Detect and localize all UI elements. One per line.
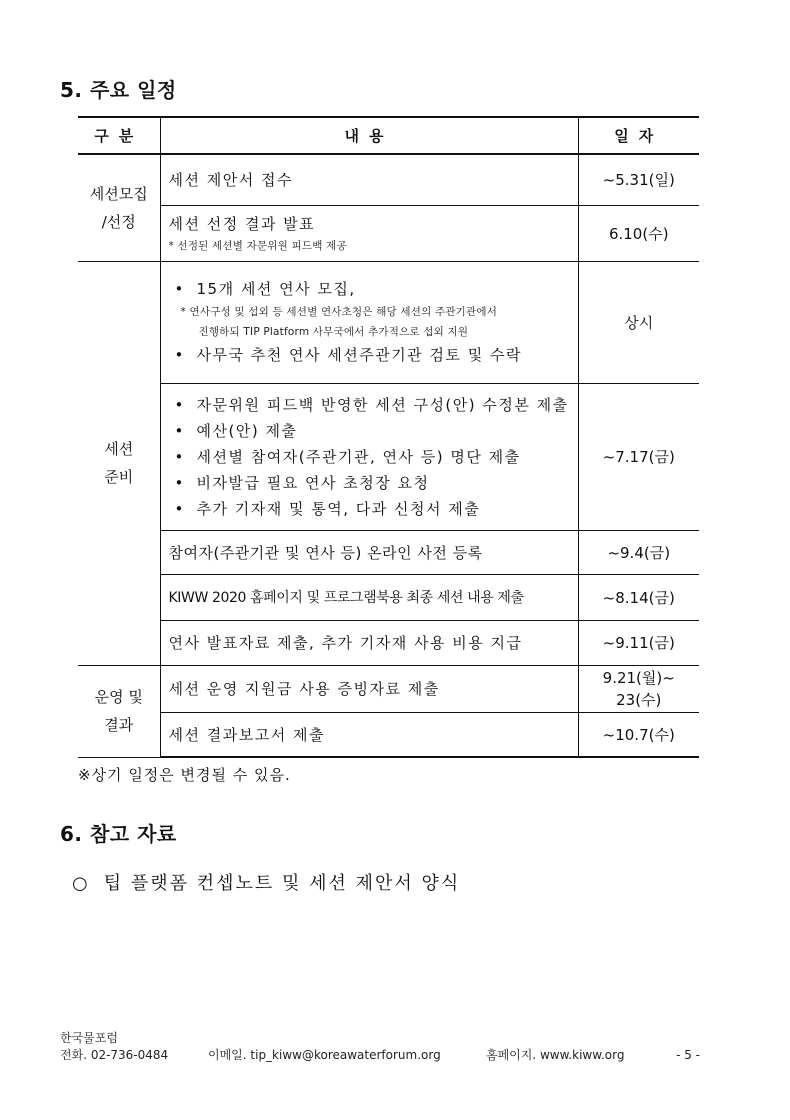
table-row bbox=[78, 620, 699, 665]
category-prepare bbox=[78, 261, 160, 665]
table-row bbox=[78, 154, 699, 205]
content-cell bbox=[160, 383, 578, 530]
date-line: 9.21(월)~ bbox=[602, 668, 675, 687]
table-row bbox=[78, 530, 699, 574]
reference-item-text: 팁 플랫폼 컨셉노트 및 세션 제안서 양식 bbox=[103, 873, 461, 894]
footer-email: 이메일. tip_kiww@koreawaterforum.org bbox=[208, 1048, 441, 1062]
content-note: 진행하되 TIP Platform 사무국에서 추가적으로 섭외 지원 bbox=[198, 326, 469, 338]
date-cell: ~8.14(금) bbox=[578, 574, 699, 620]
list-item: • 사무국 추천 연사 세션주관기관 검토 및 수락 bbox=[169, 342, 578, 368]
table-row bbox=[78, 205, 699, 261]
content-cell bbox=[160, 205, 578, 261]
category-line: 운영 및 bbox=[94, 688, 143, 706]
bullet-list bbox=[169, 392, 578, 522]
page-number: - 5 - bbox=[676, 1048, 700, 1062]
list-item: • 15개 세션 연사 모집, bbox=[169, 276, 578, 302]
category-line: 세션모집 bbox=[89, 184, 148, 203]
header-date: 일자 bbox=[578, 117, 699, 154]
content-cell bbox=[160, 261, 578, 383]
category-line: 준비 bbox=[104, 468, 134, 486]
table-row bbox=[78, 712, 699, 757]
date-cell: ~9.4(금) bbox=[578, 530, 699, 574]
list-item: • 세션별 참여자(주관기관, 연사 등) 명단 제출 bbox=[169, 444, 578, 470]
category-line: 결과 bbox=[104, 716, 134, 734]
list-item: • 추가 기자재 및 통역, 다과 신청서 제출 bbox=[169, 496, 578, 522]
table-row bbox=[78, 665, 699, 712]
content-cell: 연사 발표자료 제출, 추가 기자재 사용 비용 지급 bbox=[160, 620, 578, 665]
date-cell: 상시 bbox=[578, 261, 699, 383]
content-cell: 세션 운영 지원금 사용 증빙자료 제출 bbox=[160, 665, 578, 712]
category-operate bbox=[78, 665, 160, 757]
section-title-references: 6. 참고 자료 bbox=[60, 822, 177, 846]
date-cell: ~5.31(일) bbox=[578, 154, 699, 205]
bullet-list bbox=[169, 342, 578, 368]
table-row bbox=[78, 574, 699, 620]
content-cell: 세션 결과보고서 제출 bbox=[160, 712, 578, 757]
date-cell: 6.10(수) bbox=[578, 205, 699, 261]
header-content: 내용 bbox=[160, 117, 578, 154]
content-cell: KIWW 2020 홈페이지 및 프로그램북용 최종 세션 내용 제출 bbox=[160, 574, 578, 620]
footer-org: 한국물포럼 bbox=[60, 1031, 118, 1045]
reference-item bbox=[72, 869, 460, 895]
category-line: /선정 bbox=[101, 212, 136, 231]
content-note: * 연사구성 및 섭외 등 세션별 연사초청은 해당 세션의 주관기관에서 bbox=[180, 306, 498, 318]
content-text: 세션 선정 결과 발표 bbox=[168, 215, 316, 233]
schedule-footnote: ※상기 일정은 변경될 수 있음. bbox=[78, 766, 291, 784]
schedule-table bbox=[78, 116, 699, 758]
header-category: 구분 bbox=[78, 117, 160, 154]
sub-notes bbox=[169, 302, 578, 342]
category-line: 세션 bbox=[104, 440, 134, 458]
date-cell: ~9.11(금) bbox=[578, 620, 699, 665]
date-line: 23(수) bbox=[616, 690, 662, 709]
bullet-list bbox=[169, 276, 578, 302]
date-cell: ~7.17(금) bbox=[578, 383, 699, 530]
content-note: * 선정된 세션별 자문위원 피드백 제공 bbox=[168, 240, 347, 252]
table-header-row bbox=[78, 117, 699, 154]
circle-bullet-icon: ○ bbox=[72, 873, 90, 894]
footer-phone: 전화. 02-736-0484 bbox=[60, 1048, 169, 1062]
list-item: • 예산(안) 제출 bbox=[169, 418, 578, 444]
content-cell: 참여자(주관기관 및 연사 등) 온라인 사전 등록 bbox=[160, 530, 578, 574]
table-row bbox=[78, 261, 699, 383]
list-item: • 자문위원 피드백 반영한 세션 구성(안) 수정본 제출 bbox=[169, 392, 578, 418]
content-cell: 세션 제안서 접수 bbox=[160, 154, 578, 205]
footer-contact-line bbox=[60, 1047, 700, 1064]
table-row bbox=[78, 383, 699, 530]
section-title-schedule: 5. 주요 일정 bbox=[60, 78, 177, 102]
list-item: • 비자발급 필요 연사 초청장 요청 bbox=[169, 470, 578, 496]
date-cell bbox=[578, 665, 699, 712]
date-cell: ~10.7(수) bbox=[578, 712, 699, 757]
page-footer bbox=[60, 1030, 700, 1064]
footer-homepage: 홈페이지. www.kiww.org bbox=[486, 1048, 625, 1062]
category-recruit bbox=[78, 154, 160, 261]
